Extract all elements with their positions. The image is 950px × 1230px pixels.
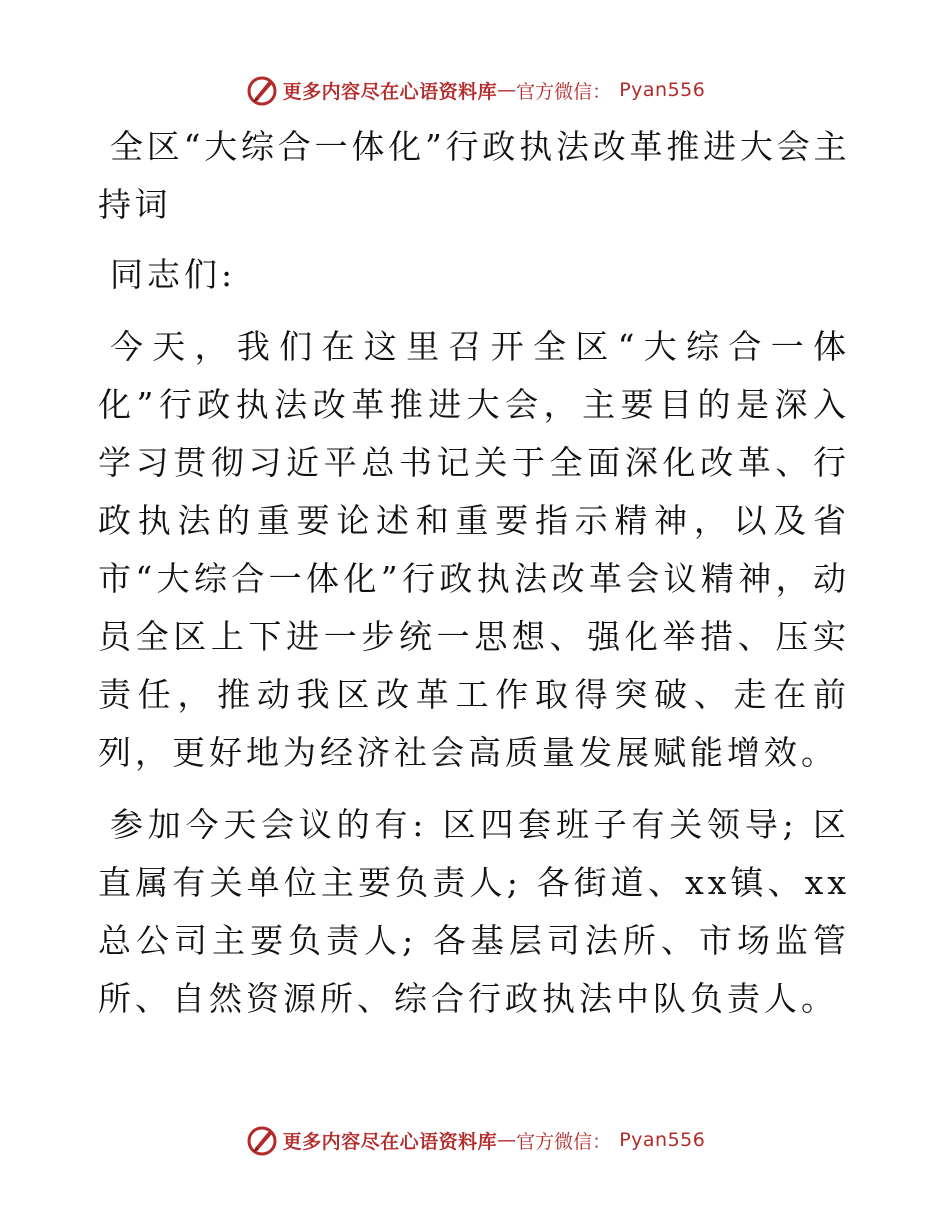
document-body	[98, 118, 850, 1042]
quill-pen-logo-icon	[245, 73, 279, 107]
watermark-official-label: 官方微信：	[516, 1130, 612, 1153]
quill-pen-logo-icon	[245, 1123, 279, 1157]
watermark-header	[0, 70, 950, 110]
watermark-footer	[0, 1120, 950, 1160]
document-title: 全区“大综合一体化”行政执法改革推进大会主持词	[98, 127, 850, 224]
watermark-brand: 更多内容尽在心语资料库	[282, 80, 498, 103]
watermark-dash: —	[497, 79, 517, 101]
watermark-wechat-id: Pyan556	[619, 79, 706, 101]
watermark-brand: 更多内容尽在心语资料库	[282, 1130, 498, 1153]
paragraph-attendees: 参加今天会议的有: 区四套班子有关领导; 区直属有关单位主要负责人; 各街道、xx镇、xx总公司主要负责人; 各基层司法所、市场监管所、自然资源所、综合行政执法中队负责人。	[98, 805, 850, 1018]
watermark-official-label: 官方微信：	[516, 80, 612, 103]
watermark-dash: —	[497, 1129, 517, 1151]
salutation: 同志们:	[110, 255, 237, 294]
watermark-wechat-id: Pyan556	[619, 1129, 706, 1151]
paragraph-opening: 今天，我们在这里召开全区“大综合一体化”行政执法改革推进大会，主要目的是深入学习贯彻习近平总书记关于全面深化改革、行政执法的重要论述和重要指示精神，以及省市“大综合一体化”行政执法改革会议精神，动员全区上下进一步统一思想、强化举措、压实责任，推动我区改革工作取得突破、走在前列，更好地为经济社会高质量发展赋能增效。	[98, 327, 850, 772]
